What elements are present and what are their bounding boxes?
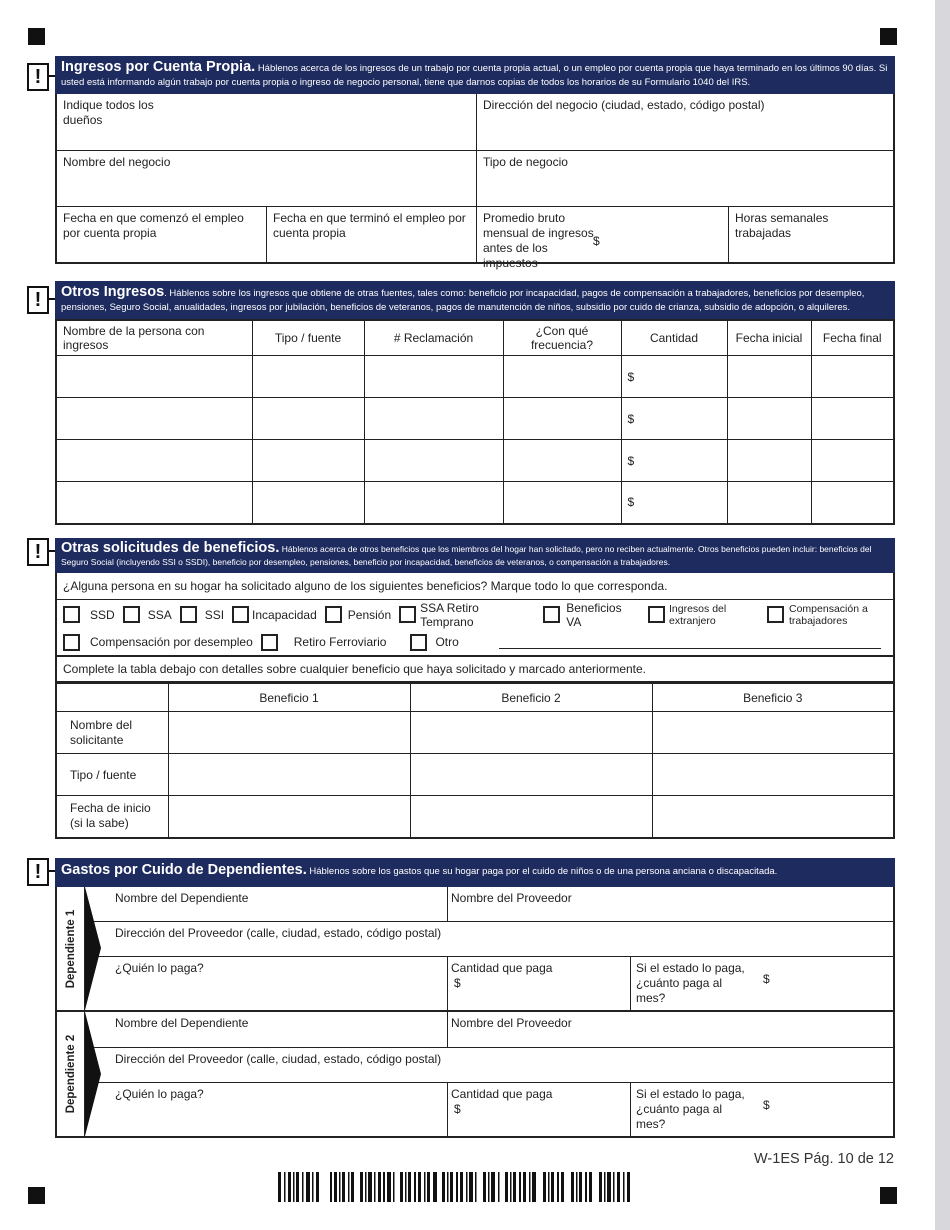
section-description: Háblenos sobre los gastos que su hogar paga por el cuido de niños o de una persona anciana o discapacitada. (309, 866, 778, 877)
alert-icon: ! (27, 858, 49, 886)
currency-symbol: $ (627, 369, 635, 384)
column-header: ¿Con qué frecuencia? (503, 320, 621, 356)
alert-icon: ! (27, 538, 49, 566)
checkbox-label: SSA Retiro Temprano (420, 600, 479, 629)
column-header: Fecha inicial (727, 320, 811, 356)
section-header (55, 538, 895, 573)
benefit-cell[interactable] (168, 796, 410, 838)
checkbox[interactable] (63, 634, 80, 651)
checkbox-workers-comp[interactable] (767, 603, 879, 627)
business-name-field[interactable] (57, 151, 476, 206)
field-label: Si el estado lo paga, ¿cuánto paga al mes? (636, 1087, 745, 1131)
section-description: . Háblenos sobre los ingresos que obtiene de otras fuentes, tales como: beneficio por incapacidad, pagos de compensación a trabajadores, beneficios por desempleo, pensiones, Seguro Social, anualidades, ingresos por jubilación, beneficios de veteranos, pagos de manutención de niños, subsidio por cuido de crianza, subsidio de adopción, o alquileres. (61, 288, 865, 313)
section-description: Háblenos acerca de otros beneficios que los miembros del hogar han solicitado, pero no reciben actualmente. Otros beneficios pueden incluir: beneficios del Seguro Social (incluyendo SSI o SSDI), beneficio por desempleo, pensiones, beneficio por incapacidad, beneficios de veteranos, o compensación a trabajadores. (61, 544, 872, 567)
section-header (55, 858, 895, 887)
checkbox-disability[interactable] (232, 606, 317, 623)
frequency-cell[interactable] (503, 440, 621, 482)
checkbox-other[interactable] (410, 634, 458, 651)
dependent-label: Dependiente 1 (64, 909, 77, 988)
column-header: Fecha final (811, 320, 894, 356)
table-row (56, 796, 894, 838)
section-title: Gastos por Cuido de Dependientes. (61, 862, 307, 878)
section-header (55, 56, 895, 94)
row-label: Nombre del solicitante (56, 712, 168, 754)
dependent-fields (85, 1012, 893, 1136)
section-title: Ingresos por Cuenta Propia. (61, 59, 256, 75)
state-pays-field[interactable] (630, 1083, 893, 1136)
currency-symbol: $ (454, 976, 461, 990)
checkbox[interactable] (123, 606, 140, 623)
dependent-name-field[interactable] (85, 887, 447, 921)
section-title: Otras solicitudes de beneficios. (61, 540, 280, 556)
field-label: ¿Quién lo paga? (115, 1087, 204, 1101)
other-income-section (55, 281, 895, 525)
other-income-table (55, 319, 895, 525)
other-benefits-section (55, 538, 895, 839)
field-label: Indique todos los dueños (63, 98, 154, 127)
checkbox-label: Compensación por desempleo (90, 635, 253, 649)
income-type-cell[interactable] (252, 398, 364, 440)
table-row (56, 440, 894, 482)
field-label: Nombre del Proveedor (451, 891, 572, 905)
business-type-field[interactable] (476, 151, 893, 206)
field-label: Promedio bruto mensual de ingresos antes de los impuestos (483, 211, 594, 270)
start-date-cell[interactable] (727, 398, 811, 440)
amount-cell[interactable] (621, 482, 727, 524)
start-date-field[interactable] (57, 207, 266, 262)
column-header: Nombre de la persona con ingresos (56, 320, 252, 356)
checkbox-pension[interactable] (325, 606, 391, 623)
field-label: Cantidad que paga (451, 1087, 553, 1101)
provider-address-field[interactable] (85, 922, 893, 956)
checkbox-railroad-retirement[interactable] (261, 634, 387, 651)
field-label: Horas semanales trabajadas (735, 211, 829, 240)
column-header: Cantidad (621, 320, 727, 356)
end-date-cell[interactable] (811, 356, 894, 398)
registration-mark-top-left (28, 28, 45, 45)
field-label: Nombre del Dependiente (115, 891, 249, 905)
barcode-icon (278, 1172, 630, 1202)
income-type-cell[interactable] (252, 440, 364, 482)
table-header-row (56, 684, 894, 712)
dependent-side-label (57, 1012, 85, 1136)
checkbox-label: Incapacidad (252, 607, 317, 622)
dependent-label: Dependiente 2 (64, 1034, 77, 1114)
checkbox-label: Pensión (347, 607, 392, 622)
checkbox-label: Otro (435, 635, 459, 649)
dependent-side-label (57, 887, 85, 1010)
checkbox-ssd[interactable] (63, 606, 115, 623)
provider-address-field[interactable] (85, 1048, 893, 1082)
registration-mark-bottom-right (880, 1187, 897, 1204)
claim-number-cell[interactable] (364, 356, 503, 398)
field-label: Dirección del Proveedor (calle, ciudad, estado, código postal) (115, 1051, 442, 1066)
owners-field[interactable] (57, 94, 476, 150)
end-date-cell[interactable] (811, 482, 894, 524)
income-person-cell[interactable] (56, 440, 252, 482)
checkbox[interactable] (767, 606, 784, 623)
benefits-checklist (55, 573, 895, 657)
frequency-cell[interactable] (503, 398, 621, 440)
frequency-cell[interactable] (503, 482, 621, 524)
row-label-header (56, 684, 168, 712)
benefits-details-table (55, 683, 895, 839)
currency-symbol: $ (627, 495, 635, 510)
column-header: Beneficio 3 (652, 684, 894, 712)
dependent-2-block (55, 1012, 895, 1138)
checkbox[interactable] (261, 634, 278, 651)
self-employment-section (55, 56, 895, 270)
checkbox-label: SSA (147, 607, 172, 622)
income-person-cell[interactable] (56, 398, 252, 440)
checkbox[interactable] (543, 606, 560, 623)
state-pays-field[interactable] (630, 957, 893, 1010)
field-label: Si el estado lo paga, ¿cuánto paga al mes? (636, 961, 745, 1005)
checkbox-ssi[interactable] (180, 606, 224, 623)
benefit-cell[interactable] (168, 712, 410, 754)
table-row (56, 712, 894, 754)
checkbox-foreign-income[interactable] (648, 603, 739, 627)
currency-symbol: $ (454, 1102, 461, 1116)
benefit-cell[interactable] (652, 712, 894, 754)
end-date-cell[interactable] (811, 440, 894, 482)
checkbox-ssa[interactable] (123, 606, 172, 623)
column-header: Tipo / fuente (252, 320, 364, 356)
table-header-row (56, 320, 894, 356)
registration-mark-top-right (880, 28, 897, 45)
self-employment-grid (55, 94, 895, 270)
field-label: Nombre del Proveedor (451, 1016, 572, 1030)
checkbox-label: Retiro Ferroviario (293, 635, 387, 649)
benefit-cell[interactable] (652, 754, 894, 796)
checkbox[interactable] (410, 634, 427, 651)
income-person-cell[interactable] (56, 482, 252, 524)
checkbox-va-benefits[interactable] (543, 601, 640, 629)
checkbox[interactable] (399, 606, 416, 623)
end-date-cell[interactable] (811, 398, 894, 440)
amount-cell[interactable] (621, 440, 727, 482)
benefit-cell[interactable] (410, 754, 652, 796)
checkbox[interactable] (232, 606, 249, 623)
benefit-cell[interactable] (410, 712, 652, 754)
start-date-cell[interactable] (727, 482, 811, 524)
checkbox-ssa-early-retirement[interactable] (399, 601, 535, 629)
currency-symbol: $ (593, 234, 600, 248)
claim-number-cell[interactable] (364, 398, 503, 440)
checkbox-label: Beneficios VA (566, 600, 622, 629)
table-row (56, 356, 894, 398)
column-header: # Reclamación (364, 320, 503, 356)
dependent-1-block (55, 887, 895, 1012)
claim-number-cell[interactable] (364, 482, 503, 524)
currency-symbol: $ (627, 453, 635, 468)
table-row (56, 754, 894, 796)
hours-worked-field[interactable] (728, 207, 893, 262)
scrollbar[interactable] (935, 0, 950, 1230)
frequency-cell[interactable] (503, 356, 621, 398)
start-date-cell[interactable] (727, 356, 811, 398)
checkbox[interactable] (648, 606, 665, 623)
checkbox-label: SSD (90, 607, 115, 622)
row-label: Tipo / fuente (56, 754, 168, 796)
column-header: Beneficio 1 (168, 684, 410, 712)
field-label: ¿Quién lo paga? (115, 961, 204, 975)
checkbox-label: Compensación a trabajadores (789, 602, 868, 627)
registration-mark-bottom-left (28, 1187, 45, 1204)
provider-name-field[interactable] (447, 1012, 893, 1047)
field-label: Dirección del negocio (ciudad, estado, código postal) (483, 98, 765, 112)
dependent-care-section (55, 858, 895, 1138)
column-header: Beneficio 2 (410, 684, 652, 712)
currency-symbol: $ (627, 411, 635, 426)
checkbox[interactable] (180, 606, 197, 623)
currency-symbol: $ (763, 1098, 770, 1112)
end-date-field[interactable] (266, 207, 476, 262)
dependent-name-field[interactable] (85, 1012, 447, 1047)
page-number: W-1ES Pág. 10 de 12 (754, 1151, 894, 1167)
checkbox-label: Ingresos del extranjero (669, 602, 727, 627)
benefit-cell[interactable] (410, 796, 652, 838)
provider-name-field[interactable] (447, 887, 893, 921)
benefits-question: ¿Alguna persona en su hogar ha solicitado alguno de los siguientes beneficios? Marque todo lo que corresponda. (63, 579, 668, 593)
gross-income-field[interactable] (476, 207, 728, 270)
checkbox-row (57, 629, 893, 655)
income-person-cell[interactable] (56, 356, 252, 398)
benefit-cell[interactable] (168, 754, 410, 796)
currency-symbol: $ (763, 972, 770, 986)
section-description: Háblenos acerca de los ingresos de un trabajo por cuenta propia actual, o un empleo por cuenta propia que haya terminado en los últimos 90 días. Si usted está informando algún trabajo por cuenta propia o ingreso de negocio personal, tiene que darnos copias de todos los horarios de su Formulario 1040 del IRS. (61, 63, 888, 88)
income-type-cell[interactable] (252, 356, 364, 398)
amount-cell[interactable] (621, 356, 727, 398)
start-date-cell[interactable] (727, 440, 811, 482)
other-specify-line[interactable] (499, 635, 881, 649)
who-pays-field[interactable] (85, 1083, 447, 1136)
field-label: Fecha en que comenzó el empleo por cuenta propia (63, 211, 244, 240)
benefit-cell[interactable] (652, 796, 894, 838)
checkbox-unemployment-comp[interactable] (63, 634, 253, 651)
business-address-field[interactable] (476, 94, 893, 150)
section-title: Otros Ingresos (61, 284, 165, 300)
field-label: Nombre del Dependiente (115, 1016, 249, 1030)
field-label: Nombre del negocio (63, 155, 171, 169)
table-row (56, 398, 894, 440)
section-header (55, 281, 895, 319)
alert-icon: ! (27, 63, 49, 91)
field-label: Dirección del Proveedor (calle, ciudad, estado, código postal) (115, 926, 442, 941)
dependent-fields (85, 887, 893, 1010)
claim-number-cell[interactable] (364, 440, 503, 482)
checkbox[interactable] (63, 606, 80, 623)
checkbox-row (57, 599, 893, 629)
checkbox[interactable] (325, 606, 342, 623)
amount-cell[interactable] (621, 398, 727, 440)
benefits-table-instruction: Complete la tabla debajo con detalles sobre cualquier beneficio que haya solicitado y marcado anteriormente. (55, 657, 895, 683)
amount-paid-field[interactable] (447, 957, 630, 1010)
checkbox-label: SSI (204, 607, 225, 622)
field-label: Tipo de negocio (483, 155, 568, 169)
income-type-cell[interactable] (252, 482, 364, 524)
alert-icon: ! (27, 286, 49, 314)
field-label: Fecha en que terminó el empleo por cuenta propia (273, 211, 466, 240)
row-label: Fecha de inicio (si la sabe) (56, 796, 168, 838)
field-label: Cantidad que paga (451, 961, 553, 975)
who-pays-field[interactable] (85, 957, 447, 1010)
table-row (56, 482, 894, 524)
amount-paid-field[interactable] (447, 1083, 630, 1136)
